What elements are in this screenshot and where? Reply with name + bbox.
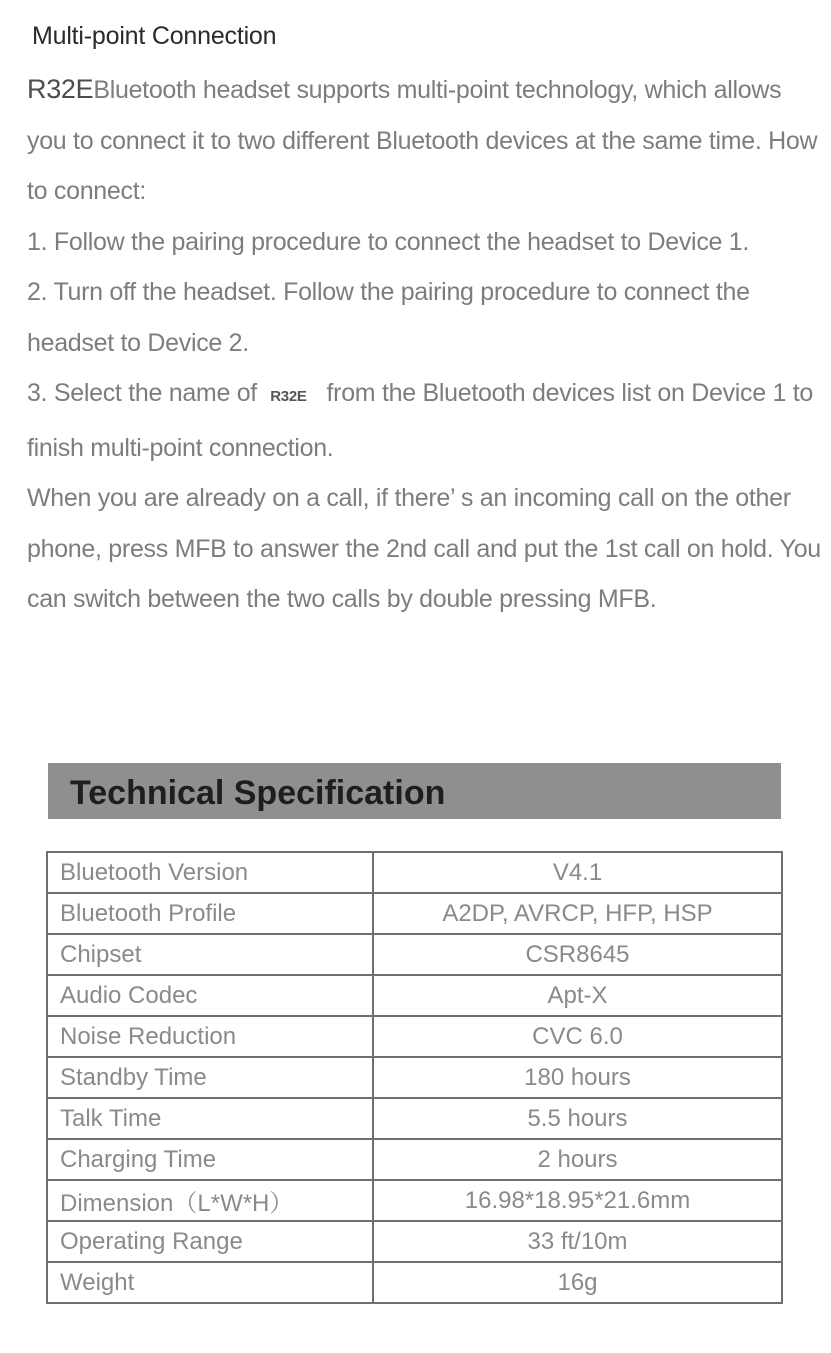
intro-text: Bluetooth headset supports multi-point technology, which allows you to connect it to two different Bluetooth devices at the same time. How to connect:: [27, 76, 818, 205]
spec-value: CSR8645: [373, 934, 782, 975]
table-row: [47, 1057, 782, 1098]
table-row: [47, 1016, 782, 1057]
table-row: [47, 1139, 782, 1180]
spec-value: 16.98*18.95*21.6mm: [373, 1180, 782, 1221]
multipoint-instructions: [27, 64, 827, 625]
spec-value: 2 hours: [373, 1139, 782, 1180]
table-row: [47, 1221, 782, 1262]
spec-label: Weight: [47, 1262, 373, 1303]
step-3-model: R32E: [270, 388, 307, 405]
spec-label: Operating Range: [47, 1221, 373, 1262]
spec-label: Bluetooth Version: [47, 852, 373, 893]
spec-label: Noise Reduction: [47, 1016, 373, 1057]
table-row: [47, 893, 782, 934]
spec-value: Apt-X: [373, 975, 782, 1016]
table-row: [47, 852, 782, 893]
spec-label: Chipset: [47, 934, 373, 975]
spec-title: Technical Specification: [70, 774, 446, 812]
step-3-suffix: from the Bluetooth devices list on Device 1 to finish multi-point connection.: [27, 379, 813, 462]
intro-paragraph: [27, 64, 827, 217]
section-heading: Multi-point Connection: [32, 22, 277, 50]
spec-value: 16g: [373, 1262, 782, 1303]
spec-label: Talk Time: [47, 1098, 373, 1139]
spec-table: [46, 851, 783, 1304]
spec-value: A2DP, AVRCP, HFP, HSP: [373, 893, 782, 934]
spec-value: 180 hours: [373, 1057, 782, 1098]
spec-value: V4.1: [373, 852, 782, 893]
step-3-prefix: 3. Select the name of: [27, 379, 257, 407]
spec-label: Standby Time: [47, 1057, 373, 1098]
spec-title-bar: [48, 763, 781, 819]
step-3: [27, 368, 827, 473]
model-name: R32E: [27, 74, 94, 104]
spec-label: Charging Time: [47, 1139, 373, 1180]
spec-value: CVC 6.0: [373, 1016, 782, 1057]
spec-label: Bluetooth Profile: [47, 893, 373, 934]
table-row: [47, 1098, 782, 1139]
step-2: 2. Turn off the headset. Follow the pairing procedure to connect the headset to Device 2.: [27, 278, 750, 357]
spec-label: Audio Codec: [47, 975, 373, 1016]
spec-value: 33 ft/10m: [373, 1221, 782, 1262]
spec-value: 5.5 hours: [373, 1098, 782, 1139]
table-row: [47, 975, 782, 1016]
step-1: 1. Follow the pairing procedure to connect the headset to Device 1.: [27, 227, 750, 256]
spec-label: Dimension（L*W*H）: [47, 1180, 373, 1221]
note-paragraph: When you are already on a call, if there’ s an incoming call on the other phone, press MFB to answer the 2nd call and put the 1st call on hold. You can switch between the two calls by double pressing MFB.: [27, 484, 821, 613]
table-row: [47, 934, 782, 975]
table-row: [47, 1180, 782, 1221]
table-row: [47, 1262, 782, 1303]
